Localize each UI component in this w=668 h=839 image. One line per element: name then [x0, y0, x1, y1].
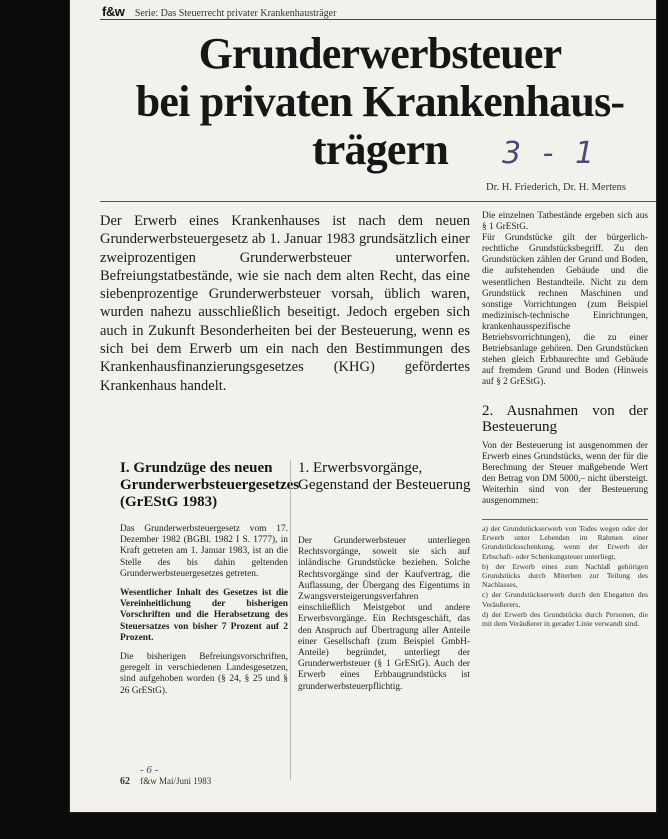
article-authors: Dr. H. Friederich, Dr. H. Mertens: [486, 182, 626, 193]
section-1-paragraph: Das Grunderwerbsteuergesetz vom 17. Dezember 1982 (BGBl. 1982 I S. 1777), in Kraft getreten am 1. Januar 1983, ist an die Stelle des bis dahin geltenden Grunderwerbsteuergesetzes getreten.: [120, 524, 288, 579]
right-column-paragraph: Für Grundstücke gilt der bürgerlich-rechtliche Grundstücksbegriff. Zu den Grundstücken zählen der Grund und Boden, die aufstehenden Gebäude und die wesentlichen Bestandteile. Nicht zu dem Grundstück rechnen Maschinen und sonstige Vorrichtungen (zum Beispiel medizinisch-technische Einrichtungen, krankenhausspezifische Betriebsvorrichtungen), die zu einer Betriebsanlage gehören. Den Grundstücken stehen gleich Erbbaurechte und Gebäude auf fremdem Grund und Boden (Hinweis auf § 2 GrEStG).: [482, 233, 648, 388]
right-column-paragraph-2: Von der Besteuerung ist ausgenommen der Erwerb eines Grundstücks, wenn der für die Berechnung der Steuer maßgebende Wert den Betrag von DM 5000,– nicht übersteigt. Weiterhin sind von der Besteuerung ausgenommen:: [482, 440, 648, 506]
exception-list: [482, 519, 648, 628]
section-1-heading-block: [120, 460, 300, 511]
title-line-1: Grunderwerbsteuer: [198, 29, 562, 78]
section-2-body: [298, 536, 470, 693]
column-divider: [290, 460, 291, 780]
page-number: 62: [120, 776, 130, 787]
section-heading-1: I. Grundzüge des neuen Grunderwerbsteuergesetzes (GrEStG 1983): [120, 460, 300, 510]
section-1-emphasis: Wesentlicher Inhalt des Gesetzes ist die Vereinheitlichung der bisherigen Vorschriften und die Herabsetzung des Steuersatzes von bisher 7 Prozent auf 2 Prozent.: [120, 588, 288, 643]
header-rule: [100, 19, 656, 20]
lead-text: Der Erwerb eines Krankenhauses ist nach dem neuen Grunderwerbsteuergesetz ab 1. Januar 1983 grundsätzlich einer zweiprozentigen Grunderwerbsteuer unterworfen. Befreiungstatbestände, wie sie nach dem alten Recht, das eine siebenprozentige Grunderwerbsteuer vorsah, üblich waren, wurden nahezu ausschließlich beseitigt. Jedoch ergeben sich auch in Zukunft Besonderheiten bei der Besteuerung, wenn es sich bei dem Erwerb um ein nach den Bestimmungen des Krankenhausfinanzierungsgesetzes (KHG) gefördertes Krankenhaus handelt.: [100, 213, 470, 394]
footer-source: f&w Mai/Juni 1983: [140, 776, 212, 786]
section-2-heading-block: [298, 460, 474, 494]
lead-paragraph: [100, 212, 470, 395]
right-column-intro: Die einzelnen Tatbestände ergeben sich aus § 1 GrEStG.: [482, 211, 648, 233]
right-column: [482, 211, 648, 629]
title-line-2: bei privaten Krankenhaus-: [135, 77, 625, 126]
series-label: Serie: Das Steuerrecht privater Krankenhausträger: [134, 8, 337, 19]
document-page: [70, 0, 656, 812]
title-line-3: trägern: [311, 125, 449, 174]
exception-item: c) der Grundstückserwerb durch den Ehegatten des Veräußerers,: [482, 590, 648, 609]
section-heading-exceptions: 2. Ausnahmen von der Besteuerung: [482, 402, 648, 435]
section-1-body: [120, 524, 288, 705]
handwritten-note: 3 - 1: [502, 136, 601, 171]
exception-item: b) der Erwerb eines zum Nachlaß gehörigen Grundstücks durch Miterben zur Teilung des Nachlasses,: [482, 561, 648, 590]
exception-item: a) der Grundstückserwerb von Todes wegen oder der Erwerb unter Lebenden im Rahmen einer Grundstücksschenkung, wenn der Erwerb der Erbschaft- oder Schenkungsteuer unterliegt,: [482, 524, 648, 561]
title-rule: [100, 201, 656, 202]
handwritten-page-note: - 6 -: [140, 764, 159, 776]
section-heading-2: 1. Erwerbsvorgänge, Gegenstand der Besteuerung: [298, 460, 471, 493]
series-header: [102, 4, 336, 19]
publication-logo: f&w: [102, 4, 125, 19]
exception-item: d) der Erwerb des Grundstücks durch Personen, die mit dem Veräußerer in gerader Linie verwandt sind.: [482, 609, 648, 629]
page-footer: [120, 776, 211, 787]
section-2-paragraph: Der Grunderwerbsteuer unterliegen Rechtsvorgänge, soweit sie sich auf inländische Grundstücke beziehen. Solche Rechtsvorgänge sind der Kaufvertrag, die Auflassung, der Übergang des Eigentums in Zwangsversteigerungsverfahren einschließlich Meistgebot und andere Erwerbsvorgänge. Ein Rechtsgeschäft, das den Anspruch auf Übertragung aller Anteile einer Gesellschaft (zum Beispiel GmbH-Anteile) begründet, unterliegt der Grunderwerbsteuer (§ 1 GrEStG). Auch der Erwerb eines Erbbaugrundstücks ist grunderwerbsteuerpflichtig.: [298, 536, 470, 692]
section-1-paragraph: Die bisherigen Befreiungsvorschriften, geregelt in verschiedenen Landesgesetzen, sind aufgehoben worden (§ 24, § 25 und § 26 GrEStG).: [120, 652, 288, 696]
